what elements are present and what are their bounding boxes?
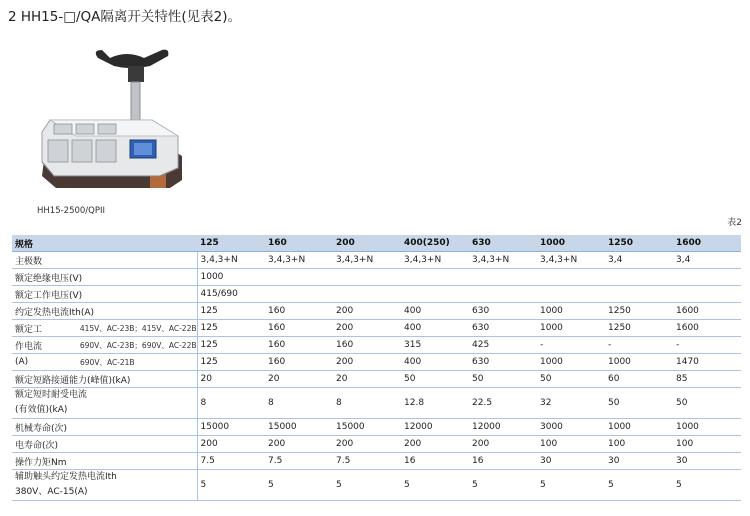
- row-label: [12, 470, 197, 501]
- table-cell: 125: [197, 303, 265, 320]
- table-cell: 50: [401, 371, 469, 388]
- table-cell: 20: [197, 371, 265, 388]
- table-cell: 425: [469, 337, 537, 354]
- row-label-condition: 690V、AC-21B: [80, 357, 135, 367]
- row-label: [12, 388, 197, 419]
- table-cell: 5: [333, 470, 401, 501]
- table-cell: 5: [469, 470, 537, 501]
- table-row: [12, 252, 741, 269]
- table-cell: 200: [333, 354, 401, 371]
- table-cell: 22.5: [469, 388, 537, 419]
- row-label-main: 作电流: [15, 341, 43, 352]
- row-label-condition: 415V、AC-23B；415V、AC-22B: [79, 323, 197, 333]
- table-cell: 7.5: [197, 453, 265, 470]
- table-cell: 125: [197, 354, 265, 371]
- header-cell: 200: [333, 235, 401, 252]
- header-cell-spec: 规格: [12, 235, 197, 252]
- row-label: 额定短路接通能力(峰值)(kA): [12, 371, 197, 388]
- table-cell: 100: [537, 436, 605, 453]
- table-cell: -: [537, 337, 605, 354]
- header-cell: 1250: [605, 235, 673, 252]
- table-cell: 200: [333, 436, 401, 453]
- table-cell: 50: [469, 371, 537, 388]
- table-cell: 1000: [673, 419, 741, 436]
- table-row: [12, 371, 741, 388]
- table-cell: 5: [673, 470, 741, 501]
- table-cell: 12.8: [401, 388, 469, 419]
- table-cell: 400: [401, 354, 469, 371]
- table-row: [12, 436, 741, 453]
- row-label: [12, 337, 197, 354]
- table-cell: 8: [265, 388, 333, 419]
- table-row: [12, 337, 741, 354]
- table-cell: 160: [333, 337, 401, 354]
- table-cell: 200: [333, 320, 401, 337]
- isolating-switch-image: [32, 40, 202, 198]
- table-cell: 3,4,3+N: [333, 252, 401, 269]
- table-cell: 1000: [537, 320, 605, 337]
- table-row: [12, 286, 741, 303]
- table-cell: 415/690: [197, 286, 741, 303]
- table-cell: 3,4,3+N: [265, 252, 333, 269]
- table-cell: 7.5: [333, 453, 401, 470]
- table-cell: 5: [401, 470, 469, 501]
- row-label: 主极数: [12, 252, 197, 269]
- header-cell: 1600: [673, 235, 741, 252]
- table-cell: 630: [469, 354, 537, 371]
- table-cell: -: [605, 337, 673, 354]
- table-cell: 400: [401, 320, 469, 337]
- table-cell: 100: [673, 436, 741, 453]
- table-row: [12, 453, 741, 470]
- table-cell: 15000: [197, 419, 265, 436]
- section-heading: 2 HH15-□/QA隔离开关特性(见表2)。: [8, 9, 242, 25]
- table-cell: 1000: [197, 269, 741, 286]
- table-cell: 16: [401, 453, 469, 470]
- table-cell: 1600: [673, 320, 741, 337]
- table-row: [12, 269, 741, 286]
- table-cell: 1250: [605, 303, 673, 320]
- table-cell: 30: [537, 453, 605, 470]
- row-label-line: 额定短时耐受电流: [15, 390, 88, 400]
- header-cell: 1000: [537, 235, 605, 252]
- table-cell: 1000: [537, 354, 605, 371]
- table-cell: 3,4,3+N: [401, 252, 469, 269]
- table-cell: 1000: [605, 354, 673, 371]
- row-label: [12, 354, 197, 371]
- row-label: 机械寿命(次): [12, 419, 197, 436]
- header-cell: 630: [469, 235, 537, 252]
- table-cell: 3,4,3+N: [537, 252, 605, 269]
- table-cell: 8: [197, 388, 265, 419]
- table-cell: 5: [537, 470, 605, 501]
- table-cell: 125: [197, 337, 265, 354]
- table-cell: 20: [333, 371, 401, 388]
- table-cell: 160: [265, 337, 333, 354]
- table-row: [12, 419, 741, 436]
- table-cell: 400: [401, 303, 469, 320]
- table-cell: 30: [605, 453, 673, 470]
- row-label: 操作力矩Nm: [12, 453, 197, 470]
- table-row: [12, 320, 741, 337]
- table-cell: 60: [605, 371, 673, 388]
- table-cell: 30: [673, 453, 741, 470]
- table-cell: 5: [605, 470, 673, 501]
- table-cell: 50: [673, 388, 741, 419]
- spec-table: [12, 235, 741, 501]
- table-cell: 7.5: [265, 453, 333, 470]
- table-row: [12, 388, 741, 419]
- table-cell: 1000: [605, 419, 673, 436]
- header-cell: 160: [265, 235, 333, 252]
- table-cell: 32: [537, 388, 605, 419]
- table-cell: 5: [265, 470, 333, 501]
- table-cell: 16: [469, 453, 537, 470]
- table-cell: 125: [197, 320, 265, 337]
- table-cell: 200: [401, 436, 469, 453]
- table-cell: 200: [265, 436, 333, 453]
- row-label-line: (有效值)(kA): [15, 405, 68, 415]
- row-label: 电寿命(次): [12, 436, 197, 453]
- table-cell: 1600: [673, 303, 741, 320]
- table-cell: 100: [605, 436, 673, 453]
- table-cell: 1000: [537, 303, 605, 320]
- table-cell: -: [673, 337, 741, 354]
- table-row: [12, 354, 741, 371]
- table-cell: 1250: [605, 320, 673, 337]
- table-cell: 200: [333, 303, 401, 320]
- table-cell: 200: [197, 436, 265, 453]
- row-label-main: 额定工: [15, 324, 43, 335]
- row-label: 额定工作电压(V): [12, 286, 197, 303]
- table-number: 表2: [727, 218, 742, 228]
- row-label-main: (A): [15, 357, 29, 367]
- table-cell: 15000: [265, 419, 333, 436]
- table-cell: 12000: [401, 419, 469, 436]
- row-label: 额定绝缘电压(V): [12, 269, 197, 286]
- table-cell: 50: [537, 371, 605, 388]
- table-cell: 3,4,3+N: [469, 252, 537, 269]
- table-cell: 3000: [537, 419, 605, 436]
- table-row: [12, 470, 741, 501]
- header-cell: 125: [197, 235, 265, 252]
- table-cell: 12000: [469, 419, 537, 436]
- table-cell: 160: [265, 320, 333, 337]
- table-cell: 3,4: [673, 252, 741, 269]
- table-cell: 315: [401, 337, 469, 354]
- table-cell: 160: [265, 303, 333, 320]
- table-cell: 160: [265, 354, 333, 371]
- row-label: [12, 320, 197, 337]
- header-cell: 400(250): [401, 235, 469, 252]
- row-label-line: 辅助触头约定发热电流Ith: [15, 472, 117, 482]
- table-cell: 3,4,3+N: [197, 252, 265, 269]
- table-cell: 15000: [333, 419, 401, 436]
- table-cell: 630: [469, 320, 537, 337]
- image-caption: HH15-2500/QPII: [37, 206, 105, 216]
- table-cell: 630: [469, 303, 537, 320]
- row-label-line: 380V、AC-15(A): [15, 487, 88, 497]
- row-label-condition: 690V、AC-23B；690V、AC-22B: [79, 340, 197, 350]
- table-row: [12, 303, 741, 320]
- table-header-row: [12, 235, 741, 252]
- table-cell: 20: [265, 371, 333, 388]
- table-cell: 1470: [673, 354, 741, 371]
- table-cell: 8: [333, 388, 401, 419]
- row-label: 约定发热电流Ith(A): [12, 303, 197, 320]
- table-cell: 50: [605, 388, 673, 419]
- table-cell: 3,4: [605, 252, 673, 269]
- table-cell: 5: [197, 470, 265, 501]
- table-cell: 200: [469, 436, 537, 453]
- table-cell: 85: [673, 371, 741, 388]
